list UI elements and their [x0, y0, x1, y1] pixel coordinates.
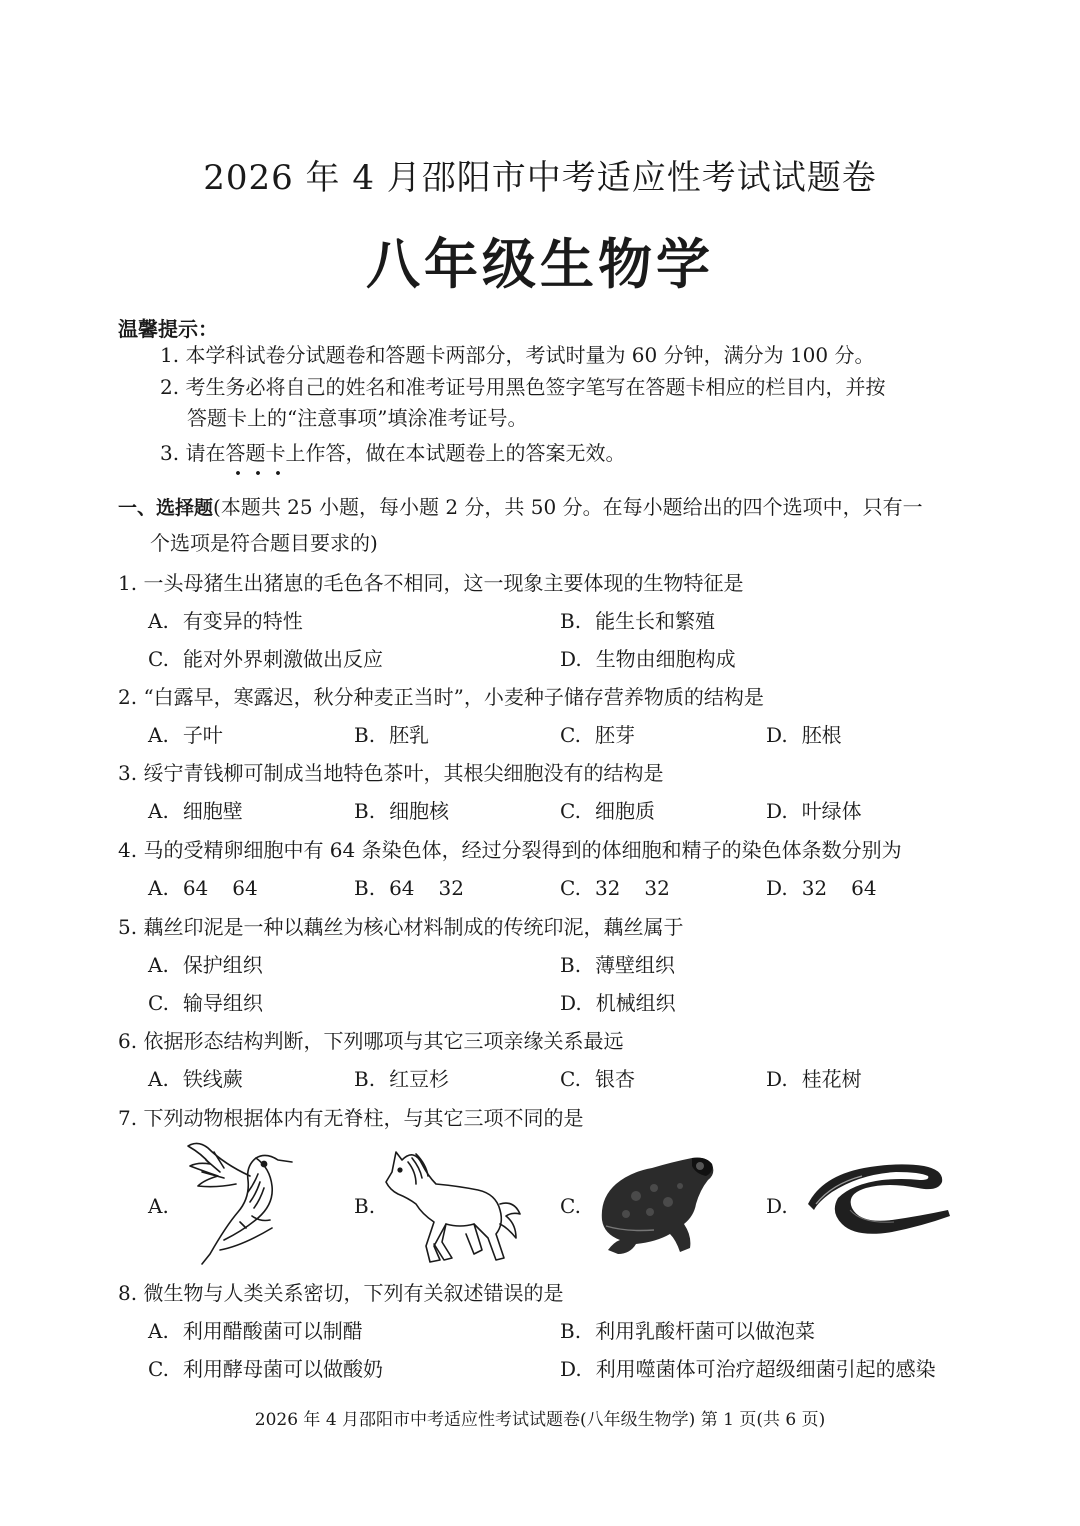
section-title: 一、选择题: [118, 497, 214, 519]
question-8-stem: 8. 微生物与人类关系密切，下列有关叙述错误的是: [118, 1281, 564, 1305]
question-6-option-c: C. 银杏: [560, 1067, 635, 1091]
bird-icon: [180, 1142, 300, 1266]
question-3-option-b: B. 细胞核: [354, 799, 450, 823]
question-6-stem: 6. 依据形态结构判断，下列哪项与其它三项亲缘关系最远: [118, 1029, 624, 1053]
tip-item-3: [160, 440, 625, 466]
question-7-option-a-label: A.: [148, 1194, 169, 1218]
tip-item-2: 2. 考生务必将自己的姓名和准考证号用黑色签字笔写在答题卡相应的栏目内，并按: [160, 375, 886, 399]
question-7-stem: 7. 下列动物根据体内有无脊柱，与其它三项不同的是: [118, 1106, 584, 1130]
question-8-option-a: A. 利用醋酸菌可以制醋: [148, 1319, 363, 1343]
question-7-option-d-label: D.: [766, 1194, 788, 1218]
question-5-option-c: C. 输导组织: [148, 991, 263, 1015]
question-1-option-c: C. 能对外界刺激做出反应: [148, 647, 383, 671]
question-7-option-b-label: B.: [354, 1194, 376, 1218]
question-8-option-d: D. 利用噬菌体可治疗超级细菌引起的感染: [560, 1357, 936, 1381]
section-heading: [118, 494, 923, 521]
tip-item-3-emphasis: 答题卡: [225, 441, 286, 465]
frog-icon: [596, 1150, 720, 1258]
question-3-stem: 3. 绥宁青钱柳可制成当地特色茶叶，其根尖细胞没有的结构是: [118, 761, 664, 785]
question-1-option-d: D. 生物由细胞构成: [560, 647, 736, 671]
question-6-option-a: A. 铁线蕨: [148, 1067, 243, 1091]
question-1-option-b: B. 能生长和繁殖: [560, 609, 716, 633]
question-4-option-a: A. 64 64: [148, 876, 258, 900]
question-8-option-c: C. 利用酵母菌可以做酸奶: [148, 1357, 383, 1381]
question-5-stem: 5. 藕丝印泥是一种以藕丝为核心材料制成的传统印泥，藕丝属于: [118, 915, 684, 939]
question-5-option-a: A. 保护组织: [148, 953, 263, 977]
question-1-option-a: A. 有变异的特性: [148, 609, 303, 633]
question-2-option-c: C. 胚芽: [560, 723, 635, 747]
section-desc-line2: 个选项是符合题目要求的): [150, 531, 378, 555]
question-5-option-b: B. 薄壁组织: [560, 953, 676, 977]
question-3-option-d: D. 叶绿体: [766, 799, 862, 823]
question-2-option-b: B. 胚乳: [354, 723, 430, 747]
question-3-option-a: A. 细胞壁: [148, 799, 243, 823]
page-footer: 2026 年 4 月邵阳市中考适应性考试试题卷(八年级生物学) 第 1 页(共 6 页): [254, 1410, 826, 1430]
question-5-option-d: D. 机械组织: [560, 991, 676, 1015]
question-6-option-b: B. 红豆杉: [354, 1067, 450, 1091]
horse-icon: [382, 1142, 522, 1266]
question-7-option-c-label: C.: [560, 1194, 581, 1218]
tips-heading: 温馨提示：: [118, 317, 218, 341]
question-4-option-b: B. 64 32: [354, 876, 464, 900]
tip-item-3-post: 上作答，做在本试题卷上的答案无效。: [285, 441, 626, 465]
question-1-stem: 1. 一头母猪生出猪崽的毛色各不相同，这一现象主要体现的生物特征是: [118, 571, 744, 595]
question-2-option-a: A. 子叶: [148, 723, 223, 747]
question-2-stem: 2. “白露早，寒露迟，秋分种麦正当时”，小麦种子储存营养物质的结构是: [118, 685, 764, 709]
question-4-stem: 4. 马的受精卵细胞中有 64 条染色体，经过分裂得到的体细胞和精子的染色体条数分别为: [118, 838, 902, 862]
tip-item-1: 1. 本学科试卷分试题卷和答题卡两部分，考试时量为 60 分钟，满分为 100 分。: [160, 343, 875, 367]
section-desc-line1: (本题共 25 小题，每小题 2 分，共 50 分。在每小题给出的四个选项中，只有一: [213, 495, 923, 519]
tip-item-2-continued: 答题卡上的“注意事项”填涂准考证号。: [187, 406, 528, 430]
earthworm-icon: [802, 1154, 954, 1238]
question-4-option-d: D. 32 64: [766, 876, 877, 900]
question-6-option-d: D. 桂花树: [766, 1067, 862, 1091]
tip-item-3-pre: 3. 请在: [160, 441, 226, 465]
exam-title: 2026 年 4 月邵阳市中考适应性考试试题卷: [203, 158, 877, 198]
question-8-option-b: B. 利用乳酸杆菌可以做泡菜: [560, 1319, 816, 1343]
exam-subject-title: 八年级生物学: [366, 232, 714, 296]
question-4-option-c: C. 32 32: [560, 876, 670, 900]
question-2-option-d: D. 胚根: [766, 723, 842, 747]
question-3-option-c: C. 细胞质: [560, 799, 655, 823]
